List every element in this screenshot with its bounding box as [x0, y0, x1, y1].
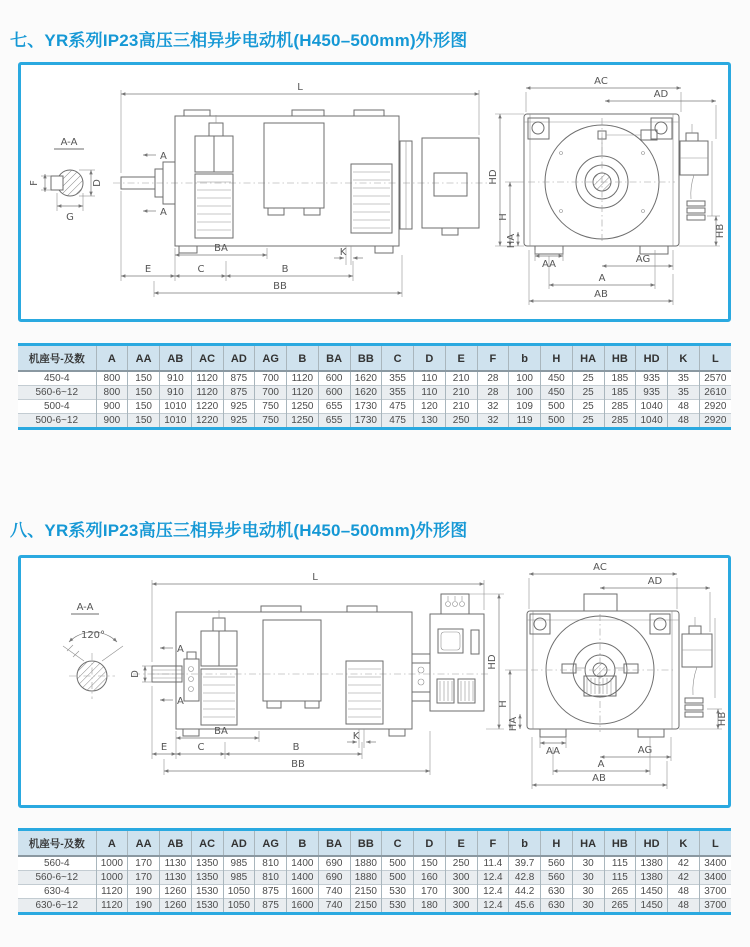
dimension-cell: 30 — [572, 871, 604, 885]
dimension-cell: 42.8 — [509, 871, 541, 885]
dimension-cell: 875 — [255, 885, 287, 899]
section-label: A-A — [60, 137, 78, 148]
dim-C: C — [197, 264, 205, 275]
dimension-cell: 1350 — [191, 871, 223, 885]
motor-outline-drawing-8 — [21, 558, 728, 805]
end-view — [524, 114, 712, 254]
dimension-table-7 — [18, 343, 731, 430]
column-header: L — [699, 830, 731, 857]
column-header: b — [509, 830, 541, 857]
column-header: A — [96, 345, 128, 372]
dimension-table-8-wrap — [18, 828, 731, 915]
dim-HD: HD — [488, 169, 499, 185]
dimension-cell: 32 — [477, 400, 509, 414]
dimension-cell: 1120 — [287, 371, 319, 386]
dimension-cell: 1600 — [287, 899, 319, 914]
dimension-cell: 170 — [128, 871, 160, 885]
dimension-cell: 48 — [668, 899, 700, 914]
shaft-section-view — [63, 602, 123, 699]
dimension-cell: 875 — [223, 386, 255, 400]
column-header: BA — [318, 345, 350, 372]
dimension-cell: 12.4 — [477, 871, 509, 885]
column-header: K — [668, 345, 700, 372]
column-header: AD — [223, 830, 255, 857]
dimension-cell: 355 — [382, 386, 414, 400]
frame-size-cell: 560-6~12 — [18, 871, 96, 885]
dimension-cell: 300 — [445, 871, 477, 885]
dim-E: E — [160, 742, 168, 753]
dimension-cell: 875 — [255, 899, 287, 914]
dimension-cell: 32 — [477, 414, 509, 429]
dim-HA: HA — [508, 716, 519, 732]
dimension-cell: 750 — [255, 414, 287, 429]
dimension-cell: 500 — [382, 856, 414, 871]
dimension-cell: 810 — [255, 856, 287, 871]
dimension-cell: 2610 — [699, 386, 731, 400]
column-header: HD — [636, 345, 668, 372]
column-header: HA — [572, 345, 604, 372]
dimension-cell: 1010 — [160, 414, 192, 429]
column-header: C — [382, 830, 414, 857]
dimension-cell: 210 — [445, 400, 477, 414]
cut-plane-label-top: A — [177, 644, 184, 655]
dimension-cell: 1380 — [636, 871, 668, 885]
dimension-cell: 42 — [668, 871, 700, 885]
dimension-cell: 30 — [572, 885, 604, 899]
dim-F: F — [29, 180, 40, 186]
dimension-cell: 1120 — [191, 386, 223, 400]
dimension-cell: 1730 — [350, 400, 382, 414]
column-header: L — [699, 345, 731, 372]
dim-BB: BB — [273, 281, 287, 292]
dimension-table-8 — [18, 828, 731, 915]
side-view-dimensions — [152, 572, 504, 775]
dimension-cell: 3700 — [699, 885, 731, 899]
dimension-cell: 115 — [604, 856, 636, 871]
dim-AG: AG — [637, 745, 653, 756]
dimension-cell: 655 — [318, 414, 350, 429]
column-header: E — [445, 345, 477, 372]
dimension-cell: 210 — [445, 371, 477, 386]
dimension-cell: 48 — [668, 885, 700, 899]
dim-E: E — [144, 264, 152, 275]
dimension-cell: 28 — [477, 386, 509, 400]
column-header: E — [445, 830, 477, 857]
dimension-cell: 44.2 — [509, 885, 541, 899]
side-view — [130, 594, 491, 748]
dimension-cell: 115 — [604, 871, 636, 885]
dim-AD: AD — [647, 576, 663, 587]
dimension-cell: 110 — [414, 386, 446, 400]
dimension-cell: 170 — [414, 885, 446, 899]
dimension-cell: 530 — [382, 885, 414, 899]
dimension-cell: 130 — [414, 414, 446, 429]
dimension-cell: 1120 — [96, 899, 128, 914]
column-header: C — [382, 345, 414, 372]
cut-plane-label-bottom: A — [160, 207, 167, 218]
frame-size-cell: 500-4 — [18, 400, 96, 414]
dimension-cell: 935 — [636, 386, 668, 400]
column-header: BB — [350, 345, 382, 372]
dimension-cell: 12.4 — [477, 899, 509, 914]
dimension-cell: 985 — [223, 856, 255, 871]
dimension-cell: 185 — [604, 386, 636, 400]
column-header: AC — [191, 345, 223, 372]
dimension-cell: 630 — [541, 885, 573, 899]
dimension-cell: 630 — [541, 899, 573, 914]
column-header: AG — [255, 345, 287, 372]
dimension-cell: 985 — [223, 871, 255, 885]
dimension-cell: 500 — [541, 400, 573, 414]
dim-AA: AA — [546, 746, 560, 757]
dimension-cell: 530 — [382, 899, 414, 914]
dimension-cell: 1000 — [96, 871, 128, 885]
dimension-cell: 250 — [445, 414, 477, 429]
dimension-cell: 690 — [318, 856, 350, 871]
dim-HD: HD — [487, 654, 498, 670]
dimension-cell: 1530 — [191, 885, 223, 899]
dimension-cell: 150 — [414, 856, 446, 871]
dimension-cell: 1220 — [191, 414, 223, 429]
column-header: AA — [128, 830, 160, 857]
frame-size-cell: 630-6~12 — [18, 899, 96, 914]
dimension-cell: 265 — [604, 899, 636, 914]
dimension-cell: 700 — [255, 386, 287, 400]
dim-D: D — [92, 179, 103, 187]
column-header: AD — [223, 345, 255, 372]
dimension-cell: 1220 — [191, 400, 223, 414]
dimension-cell: 35 — [668, 386, 700, 400]
dimension-cell: 475 — [382, 414, 414, 429]
dimension-cell: 1450 — [636, 885, 668, 899]
dimension-cell: 185 — [604, 371, 636, 386]
dimension-cell: 190 — [128, 899, 160, 914]
dim-BA: BA — [214, 726, 228, 737]
dimension-cell: 740 — [318, 899, 350, 914]
angle-label: 120° — [80, 630, 106, 641]
column-header: K — [668, 830, 700, 857]
dimension-cell: 1600 — [287, 885, 319, 899]
column-header: F — [477, 345, 509, 372]
dimension-cell: 900 — [96, 400, 128, 414]
table-body — [18, 371, 731, 429]
dimension-cell: 560 — [541, 856, 573, 871]
dim-L: L — [312, 572, 318, 583]
dimension-cell: 120 — [414, 400, 446, 414]
dimension-cell: 3400 — [699, 856, 731, 871]
dimension-cell: 1260 — [160, 899, 192, 914]
dimension-cell: 285 — [604, 400, 636, 414]
column-header: D — [414, 830, 446, 857]
dimension-cell: 450 — [541, 371, 573, 386]
dimension-cell: 655 — [318, 400, 350, 414]
dim-HB: HB — [717, 711, 728, 727]
table-row — [18, 871, 731, 885]
frame-size-cell: 450-4 — [18, 371, 96, 386]
column-header: D — [414, 345, 446, 372]
column-header: HD — [636, 830, 668, 857]
dimension-cell: 690 — [318, 871, 350, 885]
dimension-cell: 190 — [128, 885, 160, 899]
dimension-cell: 170 — [128, 856, 160, 871]
dimension-cell: 800 — [96, 371, 128, 386]
dimension-cell: 600 — [318, 386, 350, 400]
section-8-title: 八、YR系列IP23高压三相异步电动机(H450–500mm)外形图 — [10, 521, 468, 540]
dim-C: C — [197, 742, 205, 753]
column-header: AB — [160, 345, 192, 372]
dim-K: K — [339, 247, 347, 258]
dimension-cell: 1450 — [636, 899, 668, 914]
dimension-cell: 1530 — [191, 899, 223, 914]
motor-outline-drawing-7 — [21, 65, 728, 319]
dimension-cell: 2150 — [350, 885, 382, 899]
column-header: HB — [604, 345, 636, 372]
frame-size-cell: 560-6~12 — [18, 386, 96, 400]
dimension-cell: 450 — [541, 386, 573, 400]
end-view-dimensions — [498, 76, 726, 305]
dimension-cell: 560 — [541, 871, 573, 885]
drawing-panel-7 — [18, 62, 731, 322]
dim-K: K — [352, 731, 360, 742]
dimension-cell: 160 — [414, 871, 446, 885]
dimension-cell: 1880 — [350, 856, 382, 871]
column-header: B — [287, 345, 319, 372]
column-header: AB — [160, 830, 192, 857]
dimension-cell: 1250 — [287, 414, 319, 429]
dimension-cell: 180 — [414, 899, 446, 914]
dim-D: D — [130, 670, 141, 678]
dim-B: B — [281, 264, 289, 275]
dimension-cell: 925 — [223, 414, 255, 429]
section-label: A-A — [76, 602, 94, 613]
dimension-cell: 475 — [382, 400, 414, 414]
dimension-cell: 28 — [477, 371, 509, 386]
dim-AG: AG — [635, 254, 651, 265]
dimension-cell: 2150 — [350, 899, 382, 914]
table-header-row — [18, 830, 731, 857]
column-header: B — [287, 830, 319, 857]
dimension-cell: 1050 — [223, 885, 255, 899]
column-header: A — [96, 830, 128, 857]
dimension-cell: 1350 — [191, 856, 223, 871]
dimension-cell: 900 — [96, 414, 128, 429]
cut-plane-label-bottom: A — [177, 696, 184, 707]
dimension-cell: 500 — [382, 871, 414, 885]
column-header: F — [477, 830, 509, 857]
column-header: H — [541, 345, 573, 372]
table-header-row — [18, 345, 731, 372]
column-header: AG — [255, 830, 287, 857]
dimension-cell: 500 — [541, 414, 573, 429]
dim-AC: AC — [594, 76, 608, 87]
dimension-cell: 935 — [636, 371, 668, 386]
frame-size-cell: 500-6~12 — [18, 414, 96, 429]
dim-A: A — [598, 273, 606, 284]
dimension-table-7-wrap — [18, 343, 731, 430]
dimension-cell: 1130 — [160, 856, 192, 871]
dimension-cell: 1120 — [191, 371, 223, 386]
table-body — [18, 856, 731, 914]
dim-G: G — [66, 212, 74, 223]
dimension-cell: 1120 — [287, 386, 319, 400]
dimension-cell: 1050 — [223, 899, 255, 914]
shaft-section-view — [29, 137, 103, 223]
dimension-cell: 1620 — [350, 386, 382, 400]
column-header: AC — [191, 830, 223, 857]
frame-size-cell: 560-4 — [18, 856, 96, 871]
dim-L: L — [297, 82, 303, 93]
dimension-cell: 45.6 — [509, 899, 541, 914]
dimension-cell: 1260 — [160, 885, 192, 899]
dimension-cell: 2570 — [699, 371, 731, 386]
dimension-cell: 1730 — [350, 414, 382, 429]
column-header: AA — [128, 345, 160, 372]
dim-AA: AA — [542, 259, 556, 270]
dim-H: H — [498, 213, 509, 221]
dimension-cell: 300 — [445, 899, 477, 914]
dim-H: H — [498, 700, 509, 708]
dimension-cell: 12.4 — [477, 885, 509, 899]
section-7-title: 七、YR系列IP23高压三相异步电动机(H450–500mm)外形图 — [10, 31, 468, 50]
dimension-cell: 25 — [572, 400, 604, 414]
dimension-cell: 1380 — [636, 856, 668, 871]
dimension-cell: 150 — [128, 371, 160, 386]
dimension-cell: 42 — [668, 856, 700, 871]
dimension-cell: 1620 — [350, 371, 382, 386]
table-row — [18, 400, 731, 414]
dimension-cell: 1000 — [96, 856, 128, 871]
frame-size-cell: 630-4 — [18, 885, 96, 899]
column-header: 机座号-及数 — [18, 830, 96, 857]
dimension-cell: 875 — [223, 371, 255, 386]
dimension-cell: 1250 — [287, 400, 319, 414]
table-row — [18, 856, 731, 871]
dimension-cell: 30 — [572, 856, 604, 871]
dim-HA: HA — [506, 233, 517, 249]
dimension-cell: 109 — [509, 400, 541, 414]
dimension-cell: 700 — [255, 371, 287, 386]
dimension-cell: 150 — [128, 414, 160, 429]
dimension-cell: 1040 — [636, 414, 668, 429]
dim-BB: BB — [291, 759, 305, 770]
dimension-cell: 265 — [604, 885, 636, 899]
side-view-dimensions — [121, 82, 524, 297]
cut-plane-label-top: A — [160, 151, 167, 162]
dim-B: B — [292, 742, 300, 753]
dimension-cell: 25 — [572, 371, 604, 386]
dimension-cell: 25 — [572, 386, 604, 400]
dimension-cell: 810 — [255, 871, 287, 885]
dimension-cell: 1400 — [287, 871, 319, 885]
dimension-cell: 355 — [382, 371, 414, 386]
dimension-cell: 3700 — [699, 899, 731, 914]
dim-AC: AC — [593, 562, 607, 573]
dimension-cell: 210 — [445, 386, 477, 400]
dimension-cell: 1120 — [96, 885, 128, 899]
dimension-cell: 910 — [160, 386, 192, 400]
dimension-cell: 30 — [572, 899, 604, 914]
dimension-cell: 925 — [223, 400, 255, 414]
dimension-cell: 100 — [509, 386, 541, 400]
drawing-panel-8 — [18, 555, 731, 808]
dimension-cell: 100 — [509, 371, 541, 386]
dimension-cell: 1040 — [636, 400, 668, 414]
dimension-cell: 285 — [604, 414, 636, 429]
dimension-cell: 600 — [318, 371, 350, 386]
column-header: BB — [350, 830, 382, 857]
table-row — [18, 899, 731, 914]
dimension-cell: 1130 — [160, 871, 192, 885]
dimension-cell: 800 — [96, 386, 128, 400]
column-header: BA — [318, 830, 350, 857]
end-view — [527, 594, 715, 737]
dim-BA: BA — [214, 243, 228, 254]
column-header: HA — [572, 830, 604, 857]
column-header: b — [509, 345, 541, 372]
dimension-cell: 910 — [160, 371, 192, 386]
dimension-cell: 1400 — [287, 856, 319, 871]
dimension-cell: 48 — [668, 400, 700, 414]
dimension-cell: 250 — [445, 856, 477, 871]
dimension-cell: 1880 — [350, 871, 382, 885]
dimension-cell: 48 — [668, 414, 700, 429]
dimension-cell: 1010 — [160, 400, 192, 414]
dimension-cell: 39.7 — [509, 856, 541, 871]
column-header: 机座号-及数 — [18, 345, 96, 372]
dim-AB: AB — [592, 773, 606, 784]
dimension-cell: 740 — [318, 885, 350, 899]
dim-AD: AD — [653, 89, 669, 100]
table-row — [18, 414, 731, 429]
dimension-cell: 119 — [509, 414, 541, 429]
column-header: H — [541, 830, 573, 857]
dimension-cell: 2920 — [699, 400, 731, 414]
dimension-cell: 2920 — [699, 414, 731, 429]
dimension-cell: 3400 — [699, 871, 731, 885]
column-header: HB — [604, 830, 636, 857]
dimension-cell: 150 — [128, 386, 160, 400]
dim-A: A — [597, 759, 605, 770]
dimension-cell: 150 — [128, 400, 160, 414]
dim-AB: AB — [594, 289, 608, 300]
table-row — [18, 386, 731, 400]
table-row — [18, 371, 731, 386]
dimension-cell: 11.4 — [477, 856, 509, 871]
dimension-cell: 300 — [445, 885, 477, 899]
dimension-cell: 25 — [572, 414, 604, 429]
dim-HB: HB — [715, 223, 726, 239]
table-row — [18, 885, 731, 899]
side-view — [113, 110, 487, 265]
dimension-cell: 110 — [414, 371, 446, 386]
dimension-cell: 750 — [255, 400, 287, 414]
dimension-cell: 35 — [668, 371, 700, 386]
